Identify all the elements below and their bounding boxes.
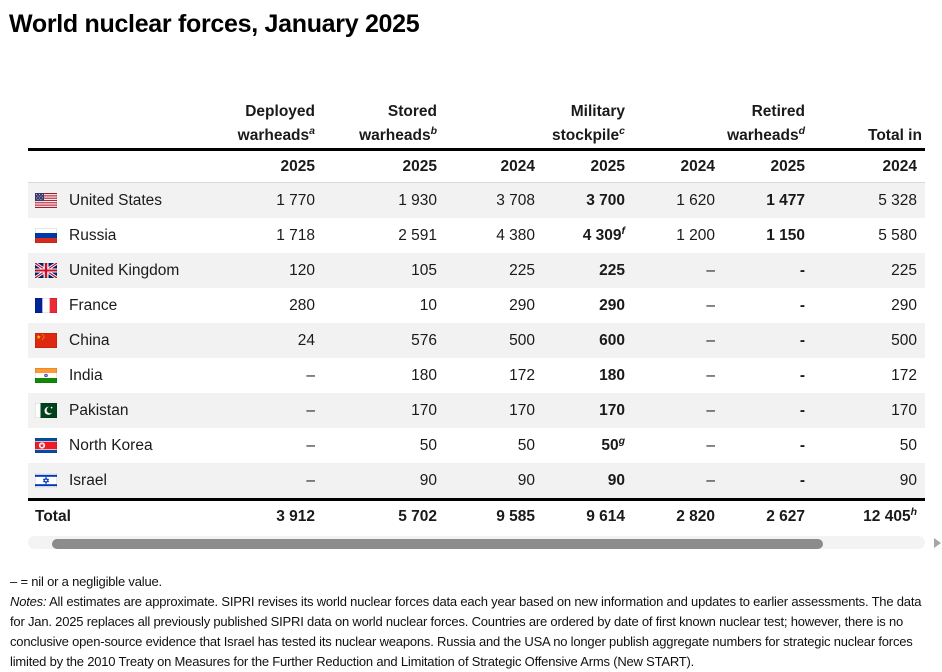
ru-flag-icon [35,228,57,243]
value-cell: 1 620 [676,192,715,209]
value-cell: 500 [891,332,917,349]
table-row [28,218,925,253]
value-cell: 12 405$^h$ [863,505,917,525]
footnote-ref: c [619,124,625,137]
value-cell: 3 700 [586,192,625,209]
scrollbar-track[interactable] [28,536,925,549]
value-cell: 5 702 [398,508,437,525]
value-cell: 180 [411,367,437,384]
notes-paragraph [10,592,934,672]
footnote-ref: g [618,434,625,447]
value-cell: – [706,472,715,489]
country-cell [28,253,228,288]
country-cell [28,393,228,428]
footnote-ref: f [621,224,625,237]
value-cell: 90 [607,472,625,489]
country-cell [28,463,228,498]
total-label: Total [35,508,71,525]
value-cell: - [799,472,805,489]
country-name: Russia [69,227,117,244]
value-cell: 225 [599,262,625,279]
il-flag-icon [35,473,57,488]
value-cell: 172 [509,367,535,384]
value-cell: – [706,367,715,384]
value-cell: - [799,437,805,454]
col-header-total-inventory: Total in [868,127,922,144]
value-cell: 3 708 [496,192,535,209]
value-cell: 170 [509,402,535,419]
value-cell: 1 150 [766,227,805,244]
footnote-ref: a [309,124,315,137]
country-name: India [69,367,103,384]
table-row [28,393,925,428]
value-cell: 5 328 [878,192,917,209]
country-cell [28,428,228,463]
country-cell [28,323,228,358]
value-cell: – [706,297,715,314]
col-header-military-stockpile: Military stockpile$^c$ [551,103,625,144]
country-cell [28,501,228,532]
value-cell: 24 [297,332,315,349]
uk-flag-icon [35,263,57,278]
value-cell: – [306,402,315,419]
value-cell: 90 [517,472,535,489]
value-cell: 5 580 [878,227,917,244]
country-cell [28,358,228,393]
notes-text: All estimates are approximate. SIPRI revises its world nuclear forces data each year based on new information and updates to earlier assessments. The data for Jan. 2025 replaces all previously published SIPRI data on world nuclear forces. Countries are ordered by date of first known nuclear test; however, there is no conclusive open-source evidence that Israel has tested its nuclear weapons. Russia and the USA no longer publish aggregate numbers for strategic nuclear forces limited by the 2010 Treaty on Measures for the Further Reduction and Limitation of Strategic Offensive Arms (New START). [10,594,922,669]
scrollbar-thumb[interactable] [52,539,823,549]
nuclear-forces-table [28,90,925,550]
country-name: United States [69,192,163,209]
value-cell: 3 912 [276,508,315,525]
value-cell: 1 477 [766,192,805,209]
country-name: Pakistan [69,402,129,419]
kp-flag-icon [35,438,57,453]
value-cell: 180 [599,367,625,384]
value-cell: 225 [891,262,917,279]
footnote-ref: h [910,505,917,518]
value-cell: 576 [411,332,437,349]
nil-footnote: – = nil or a negligible value. [10,574,162,589]
table-body [28,183,925,498]
value-cell: 225 [509,262,535,279]
value-cell: 1 200 [676,227,715,244]
year-header: 2024 [680,158,715,175]
country-name: United Kingdom [69,262,180,279]
horizontal-scrollbar[interactable] [28,535,925,550]
year-header: 2024 [882,158,917,175]
pk-flag-icon [35,403,57,418]
value-cell: 290 [509,297,535,314]
col-header-stored-warheads: Stored warheads$^b$ [359,103,437,144]
country-name: North Korea [69,437,153,454]
value-cell: – [306,437,315,454]
country-cell [28,218,228,253]
value-cell: 105 [411,262,437,279]
value-cell: 280 [289,297,315,314]
value-cell: 9 614 [586,508,625,525]
value-cell: 90 [899,472,917,489]
table-row [28,323,925,358]
value-cell: – [306,367,315,384]
country-name: Israel [69,472,107,489]
value-cell: 500 [509,332,535,349]
value-cell: 2 820 [676,508,715,525]
value-cell: 1 718 [276,227,315,244]
country-cell [28,183,228,218]
table-row [28,253,925,288]
value-cell: 90 [419,472,437,489]
year-header: 2025 [402,158,437,175]
country-cell [28,288,228,323]
value-cell: – [306,472,315,489]
value-cell: 4 380 [496,227,535,244]
value-cell: 50$^g$ [601,434,625,454]
value-cell: - [799,332,805,349]
notes-label: Notes: [10,594,47,609]
country-name: China [69,332,110,349]
value-cell: 170 [411,402,437,419]
value-cell: – [706,262,715,279]
value-cell: 10 [419,297,437,314]
value-cell: 50 [899,437,917,454]
year-header: 2025 [280,158,315,175]
value-cell: 9 585 [496,508,535,525]
value-cell: – [706,332,715,349]
value-cell: 290 [891,297,917,314]
year-header: 2025 [770,158,805,175]
value-cell: 1 770 [276,192,315,209]
value-cell: 120 [289,262,315,279]
value-cell: 2 627 [766,508,805,525]
value-cell: 600 [599,332,625,349]
page-title: World nuclear forces, January 2025 [9,10,420,38]
value-cell: 290 [599,297,625,314]
value-cell: – [706,437,715,454]
value-cell: 1 930 [398,192,437,209]
value-cell: - [799,262,805,279]
table-row [28,288,925,323]
footnotes [10,572,934,672]
value-cell: – [706,402,715,419]
us-flag-icon [35,193,57,208]
value-cell: - [799,402,805,419]
year-header-row [28,148,925,183]
footnote-ref: b [430,124,437,137]
footnote-ref: d [798,124,805,137]
value-cell: 170 [891,402,917,419]
total-row [28,498,925,532]
table-row [28,183,925,218]
value-cell: - [799,297,805,314]
fr-flag-icon [35,298,57,313]
col-header-deployed-warheads: Deployed warheads$^a$ [237,103,315,144]
scroll-right-arrow-icon[interactable] [934,538,941,548]
value-cell: 2 591 [398,227,437,244]
value-cell: 170 [599,402,625,419]
value-cell: 50 [517,437,535,454]
year-header: 2025 [590,158,625,175]
country-name: France [69,297,118,314]
value-cell: 50 [419,437,437,454]
table-row [28,463,925,498]
value-cell: - [799,367,805,384]
col-header-retired-warheads: Retired warheads$^d$ [727,103,805,144]
table-column-header-row [28,90,925,148]
value-cell: 172 [891,367,917,384]
value-cell: 4 309$^f$ [582,224,625,244]
table-row [28,358,925,393]
year-header: 2024 [500,158,535,175]
cn-flag-icon [35,333,57,348]
in-flag-icon [35,368,57,383]
table-row [28,428,925,463]
